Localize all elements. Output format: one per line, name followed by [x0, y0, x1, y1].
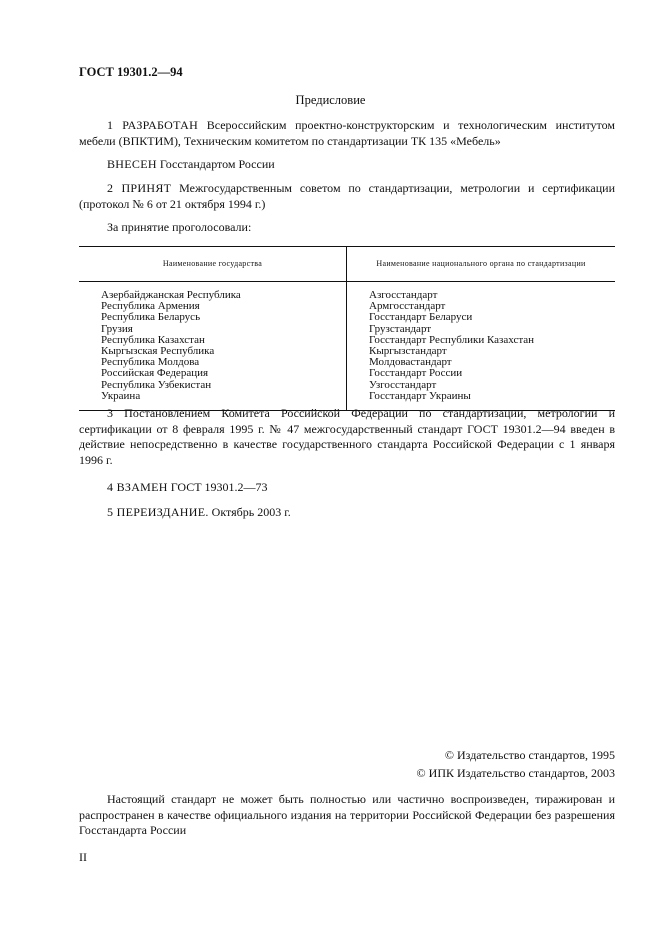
list-item: Молдовастандарт	[369, 356, 452, 369]
list-item: Республика Узбекистан	[101, 378, 212, 391]
list-item: Госстандарт Республики Казахстан	[369, 333, 535, 346]
paragraph-introduced	[79, 157, 615, 173]
copyright-line: © ИПК Издательство стандартов, 2003	[416, 766, 615, 780]
paragraph-text: Госстандартом России	[156, 157, 275, 171]
paragraph-label: 5 ПЕРЕИЗДАНИЕ.	[107, 505, 209, 519]
list-item: Армгосстандарт	[369, 300, 446, 313]
paragraph-developed	[79, 118, 615, 149]
copyright-block	[417, 748, 615, 781]
paragraph-text: Октябрь 2003 г.	[208, 505, 291, 519]
list-item: Российская Федерация	[101, 367, 209, 380]
list-item: Республика Молдова	[101, 356, 200, 369]
column-header-state: Наименование государства	[79, 247, 347, 282]
paragraph-resolution: 3 Постановлением Комитета Российской Федерации по стандартизации, метрологии и сертификации от 8 февраля 1995 г. № 47 межгосударственный стандарт ГОСТ 19301.2—94 введен в действие непосредственно в качестве государственного стандарта Российской Федерации с 1 января 1996 г.	[79, 406, 615, 467]
paragraph-adopted	[79, 181, 615, 212]
paragraph-text: Всероссийским проектно-конструкторским и технологическим институтом мебели (ВПКТИМ), Техническим комитетом по стандартизации ТК 135 «Мебель»	[79, 118, 615, 148]
list-item: Грузия	[101, 322, 133, 335]
list-item: Госстандарт Беларуси	[369, 311, 473, 324]
reproduction-notice: Настоящий стандарт не может быть полностью или частично воспроизведен, тиражирован и распространен в качестве официального издания на территории Российской Федерации без разрешения Госстандарта России	[79, 792, 615, 837]
copyright-line: © Издательство стандартов, 1995	[444, 748, 615, 762]
table-header-row	[79, 247, 615, 282]
table-row	[79, 282, 615, 411]
page-number: II	[79, 850, 87, 864]
section-title: Предисловие	[295, 93, 366, 107]
paragraph-label: 1 РАЗРАБОТАН	[107, 118, 199, 132]
document-header: ГОСТ 19301.2—94	[79, 65, 183, 79]
list-item: Узгосстандарт	[369, 378, 437, 391]
column-header-body: Наименование национального органа по стандартизации	[347, 247, 616, 282]
paragraph-reissue	[79, 505, 615, 521]
bodies-cell	[347, 282, 616, 411]
list-item: Грузстандарт	[369, 322, 432, 335]
paragraph-replaces	[79, 480, 615, 496]
paragraph-label: ВНЕСЕН	[107, 157, 157, 171]
list-item: Азгосстандарт	[369, 289, 438, 301]
paragraph-label: 2 ПРИНЯТ	[107, 181, 172, 195]
list-item: Республика Беларусь	[101, 311, 201, 324]
member-states-table	[79, 246, 615, 411]
paragraph-text: Межгосударственным советом по стандартизации, метрологии и сертификации (протокол № 6 от 21 октября 1994 г.)	[79, 181, 616, 211]
paragraph-label: 4 ВЗАМЕН	[107, 480, 168, 494]
list-item: Республика Армения	[101, 300, 200, 313]
list-item: Госстандарт Украины	[369, 389, 471, 402]
list-item: Кыргызстандарт	[369, 345, 447, 358]
list-item: Республика Казахстан	[101, 333, 205, 346]
states-cell	[79, 282, 347, 411]
list-item: Кыргызская Республика	[101, 345, 215, 358]
list-item: Украина	[101, 389, 141, 402]
paragraph-text: ГОСТ 19301.2—73	[167, 480, 268, 494]
votes-caption: За принятие проголосовали:	[107, 220, 252, 234]
list-item: Госстандарт России	[369, 367, 463, 380]
list-item: Азербайджанская Республика	[101, 289, 241, 301]
